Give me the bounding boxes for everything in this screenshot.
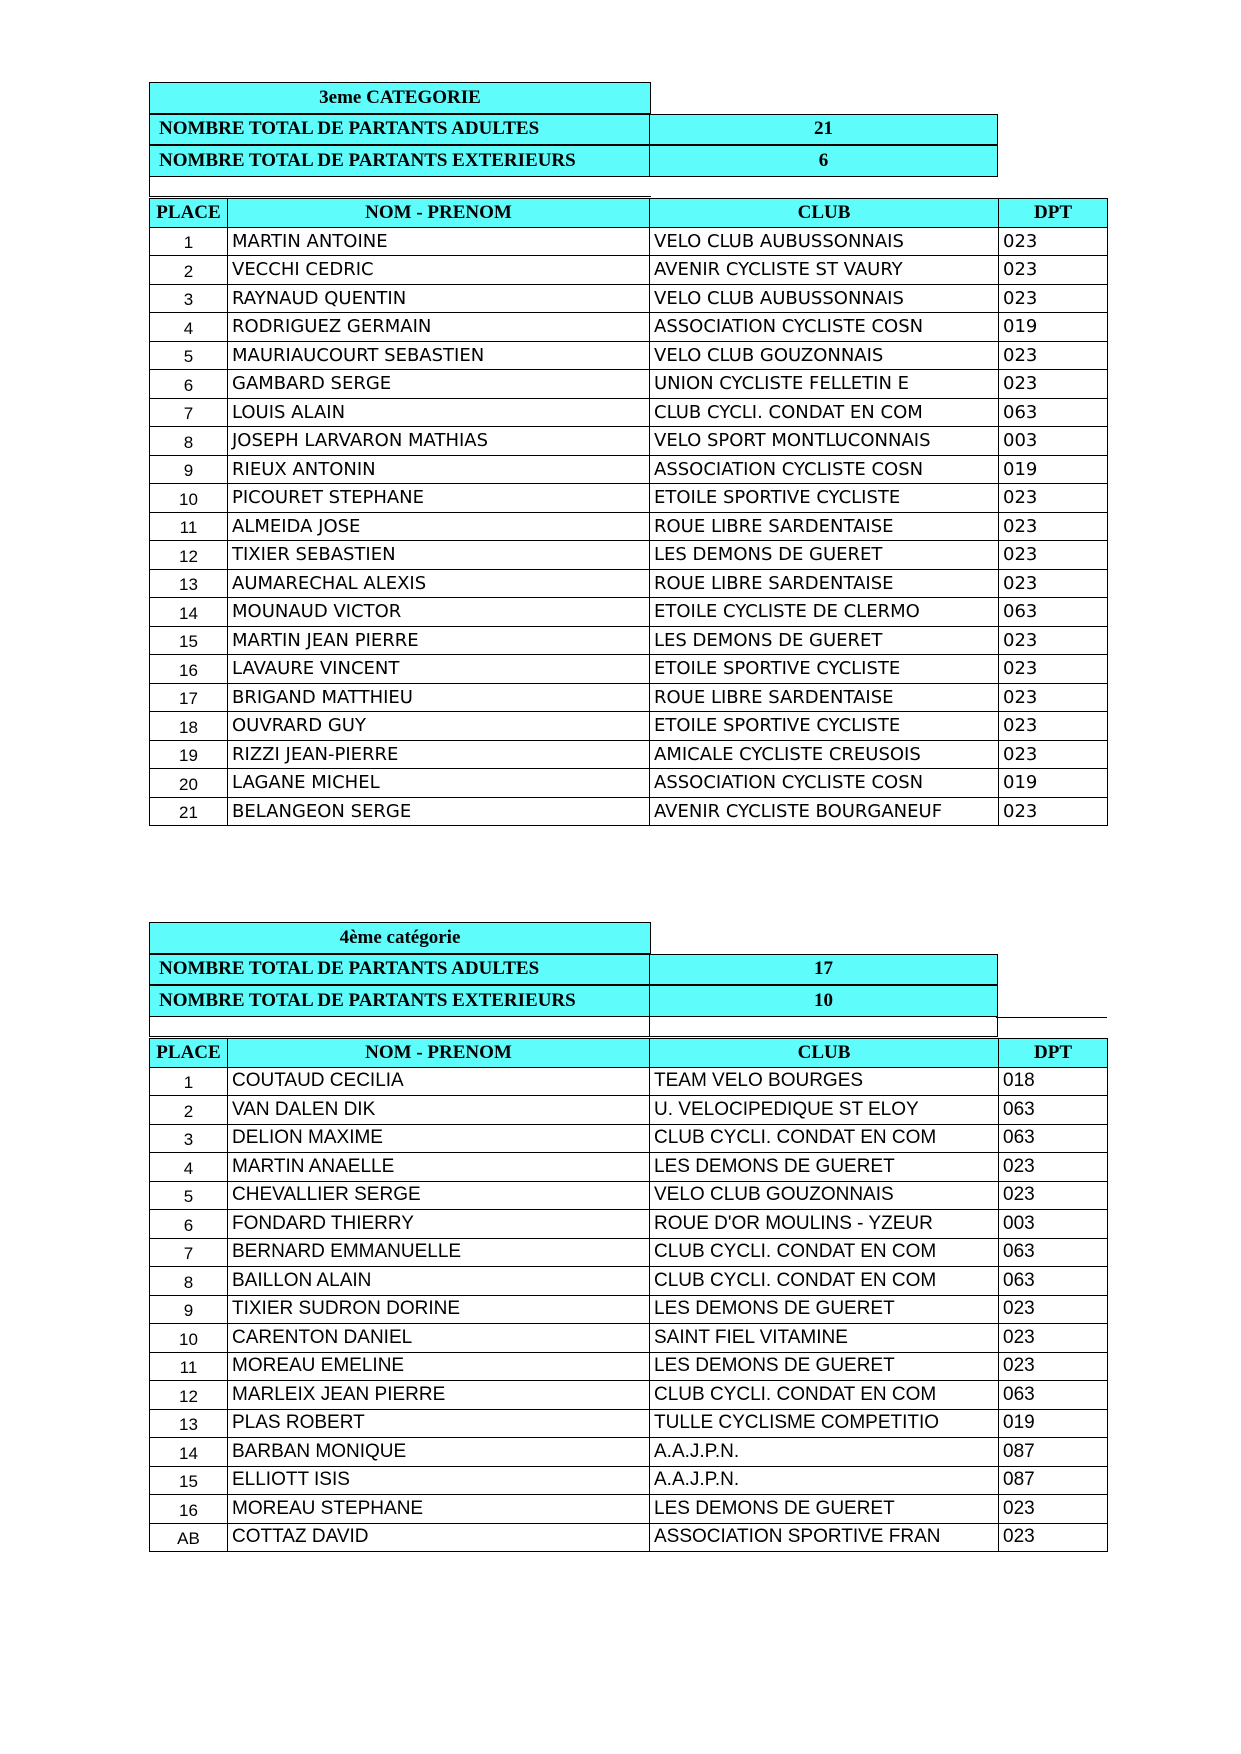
table-row bbox=[150, 1381, 1108, 1410]
row-name: BARBAN MONIQUE bbox=[228, 1438, 650, 1467]
table-row bbox=[150, 569, 1108, 598]
exterieurs-row bbox=[149, 145, 1107, 177]
row-place: 6 bbox=[150, 370, 228, 399]
row-dpt: 023 bbox=[999, 1181, 1108, 1210]
exterieurs-row bbox=[149, 985, 1107, 1017]
row-place: 7 bbox=[150, 398, 228, 427]
row-place: 1 bbox=[150, 227, 228, 256]
row-club: ROUE D'OR MOULINS - YZEUR bbox=[650, 1210, 999, 1239]
category-title-row bbox=[149, 82, 1107, 114]
row-name: BELANGEON SERGE bbox=[228, 797, 650, 826]
exterieurs-label: NOMBRE TOTAL DE PARTANTS EXTERIEURS bbox=[149, 985, 651, 1017]
row-dpt: 023 bbox=[999, 1295, 1108, 1324]
row-dpt: 023 bbox=[999, 683, 1108, 712]
row-name: BRIGAND MATTHIEU bbox=[228, 683, 650, 712]
adults-count: 17 bbox=[649, 954, 998, 986]
table-row bbox=[150, 512, 1108, 541]
row-name: TIXIER SEBASTIEN bbox=[228, 541, 650, 570]
row-name: GAMBARD SERGE bbox=[228, 370, 650, 399]
table-header-row bbox=[150, 199, 1108, 228]
table-row bbox=[150, 1495, 1108, 1524]
row-club: UNION CYCLISTE FELLETIN E bbox=[650, 370, 999, 399]
table-row bbox=[150, 256, 1108, 285]
row-place: 12 bbox=[150, 1381, 228, 1410]
row-club: VELO CLUB GOUZONNAIS bbox=[650, 1181, 999, 1210]
adults-label: NOMBRE TOTAL DE PARTANTS ADULTES bbox=[149, 114, 651, 146]
row-dpt: 023 bbox=[999, 1495, 1108, 1524]
row-place: 14 bbox=[150, 1438, 228, 1467]
table-row bbox=[150, 1267, 1108, 1296]
row-dpt: 019 bbox=[999, 313, 1108, 342]
table-row bbox=[150, 1295, 1108, 1324]
row-place: 5 bbox=[150, 1181, 228, 1210]
row-name: TIXIER SUDRON DORINE bbox=[228, 1295, 650, 1324]
row-dpt: 023 bbox=[999, 1523, 1108, 1552]
row-club: ETOILE SPORTIVE CYCLISTE bbox=[650, 655, 999, 684]
row-name: LAGANE MICHEL bbox=[228, 769, 650, 798]
row-place: 8 bbox=[150, 1267, 228, 1296]
row-dpt: 023 bbox=[999, 740, 1108, 769]
row-place: 20 bbox=[150, 769, 228, 798]
row-club: ETOILE SPORTIVE CYCLISTE bbox=[650, 712, 999, 741]
row-club: LES DEMONS DE GUERET bbox=[650, 1495, 999, 1524]
row-name: PICOURET STEPHANE bbox=[228, 484, 650, 513]
row-name: BAILLON ALAIN bbox=[228, 1267, 650, 1296]
row-dpt: 023 bbox=[999, 1352, 1108, 1381]
col-header-place: PLACE bbox=[150, 1039, 228, 1068]
row-name: LOUIS ALAIN bbox=[228, 398, 650, 427]
table-row bbox=[150, 370, 1108, 399]
row-dpt: 087 bbox=[999, 1466, 1108, 1495]
table-row bbox=[150, 1096, 1108, 1125]
table-row bbox=[150, 541, 1108, 570]
row-dpt: 023 bbox=[999, 1153, 1108, 1182]
row-dpt: 063 bbox=[999, 1096, 1108, 1125]
row-place: 10 bbox=[150, 484, 228, 513]
table-row bbox=[150, 740, 1108, 769]
row-club: VELO CLUB AUBUSSONNAIS bbox=[650, 227, 999, 256]
table-row bbox=[150, 1523, 1108, 1552]
row-name: RODRIGUEZ GERMAIN bbox=[228, 313, 650, 342]
row-place: 13 bbox=[150, 1409, 228, 1438]
row-dpt: 023 bbox=[999, 341, 1108, 370]
table-row bbox=[150, 655, 1108, 684]
spacer-row bbox=[149, 1017, 1107, 1037]
row-club: CLUB CYCLI. CONDAT EN COM bbox=[650, 1267, 999, 1296]
row-place: 15 bbox=[150, 626, 228, 655]
row-name: DELION MAXIME bbox=[228, 1124, 650, 1153]
row-name: MOREAU EMELINE bbox=[228, 1352, 650, 1381]
row-club: LES DEMONS DE GUERET bbox=[650, 626, 999, 655]
row-dpt: 019 bbox=[999, 455, 1108, 484]
col-header-dpt: DPT bbox=[999, 1039, 1108, 1068]
row-dpt: 003 bbox=[999, 427, 1108, 456]
row-place: 16 bbox=[150, 655, 228, 684]
col-header-place: PLACE bbox=[150, 199, 228, 228]
results-body-4eme bbox=[150, 1067, 1108, 1552]
row-club: ROUE LIBRE SARDENTAISE bbox=[650, 683, 999, 712]
row-name: MARTIN ANTOINE bbox=[228, 227, 650, 256]
summary-block-3eme bbox=[149, 82, 1107, 197]
results-table-3eme bbox=[149, 198, 1108, 826]
spacer-row bbox=[149, 177, 1107, 197]
row-name: OUVRARD GUY bbox=[228, 712, 650, 741]
row-club: ASSOCIATION SPORTIVE FRAN bbox=[650, 1523, 999, 1552]
row-dpt: 023 bbox=[999, 655, 1108, 684]
row-club: ASSOCIATION CYCLISTE COSN bbox=[650, 769, 999, 798]
col-header-dpt: DPT bbox=[999, 199, 1108, 228]
row-place: 17 bbox=[150, 683, 228, 712]
row-place: 10 bbox=[150, 1324, 228, 1353]
table-row bbox=[150, 1210, 1108, 1239]
row-place: 11 bbox=[150, 512, 228, 541]
row-name: VECCHI CEDRIC bbox=[228, 256, 650, 285]
row-name: MARLEIX JEAN PIERRE bbox=[228, 1381, 650, 1410]
adults-row bbox=[149, 114, 1107, 146]
row-place: 16 bbox=[150, 1495, 228, 1524]
row-club: ETOILE CYCLISTE DE CLERMO bbox=[650, 598, 999, 627]
table-header-row bbox=[150, 1039, 1108, 1068]
category-title-row bbox=[149, 922, 1107, 954]
row-place: 15 bbox=[150, 1466, 228, 1495]
row-dpt: 087 bbox=[999, 1438, 1108, 1467]
table-row bbox=[150, 1438, 1108, 1467]
row-dpt: 063 bbox=[999, 398, 1108, 427]
spacer-cell bbox=[149, 1017, 651, 1037]
table-row bbox=[150, 427, 1108, 456]
adults-label: NOMBRE TOTAL DE PARTANTS ADULTES bbox=[149, 954, 651, 986]
row-place: 2 bbox=[150, 1096, 228, 1125]
row-name: PLAS ROBERT bbox=[228, 1409, 650, 1438]
row-place: 11 bbox=[150, 1352, 228, 1381]
row-club: A.A.J.P.N. bbox=[650, 1438, 999, 1467]
row-club: ROUE LIBRE SARDENTAISE bbox=[650, 512, 999, 541]
adults-count: 21 bbox=[649, 114, 998, 146]
row-dpt: 023 bbox=[999, 1324, 1108, 1353]
row-club: AMICALE CYCLISTE CREUSOIS bbox=[650, 740, 999, 769]
table-row bbox=[150, 284, 1108, 313]
results-table-4eme bbox=[149, 1038, 1108, 1552]
table-row bbox=[150, 1352, 1108, 1381]
col-header-name: NOM - PRENOM bbox=[228, 199, 650, 228]
table-row bbox=[150, 1153, 1108, 1182]
table-row bbox=[150, 598, 1108, 627]
spacer-cell bbox=[996, 1017, 1107, 1037]
row-club: CLUB CYCLI. CONDAT EN COM bbox=[650, 1124, 999, 1153]
row-club: LES DEMONS DE GUERET bbox=[650, 1153, 999, 1182]
row-place: 9 bbox=[150, 1295, 228, 1324]
row-dpt: 063 bbox=[999, 1267, 1108, 1296]
exterieurs-count: 10 bbox=[649, 985, 998, 1017]
category-title: 3eme CATEGORIE bbox=[149, 82, 651, 114]
row-dpt: 023 bbox=[999, 484, 1108, 513]
table-row bbox=[150, 712, 1108, 741]
row-place: 4 bbox=[150, 313, 228, 342]
spacer-cell bbox=[649, 1017, 998, 1037]
row-dpt: 063 bbox=[999, 1381, 1108, 1410]
col-header-name: NOM - PRENOM bbox=[228, 1039, 650, 1068]
table-row bbox=[150, 626, 1108, 655]
row-dpt: 063 bbox=[999, 1124, 1108, 1153]
row-club: VELO CLUB GOUZONNAIS bbox=[650, 341, 999, 370]
table-row bbox=[150, 1181, 1108, 1210]
row-place: 2 bbox=[150, 256, 228, 285]
row-dpt: 023 bbox=[999, 797, 1108, 826]
row-name: COUTAUD CECILIA bbox=[228, 1067, 650, 1096]
row-club: ROUE LIBRE SARDENTAISE bbox=[650, 569, 999, 598]
table-row bbox=[150, 313, 1108, 342]
row-name: RIEUX ANTONIN bbox=[228, 455, 650, 484]
row-name: RIZZI JEAN-PIERRE bbox=[228, 740, 650, 769]
row-club: AVENIR CYCLISTE BOURGANEUF bbox=[650, 797, 999, 826]
row-club: VELO SPORT MONTLUCONNAIS bbox=[650, 427, 999, 456]
row-name: CHEVALLIER SERGE bbox=[228, 1181, 650, 1210]
exterieurs-count: 6 bbox=[649, 145, 998, 177]
row-club: SAINT FIEL VITAMINE bbox=[650, 1324, 999, 1353]
row-dpt: 023 bbox=[999, 512, 1108, 541]
row-name: COTTAZ DAVID bbox=[228, 1523, 650, 1552]
row-club: LES DEMONS DE GUERET bbox=[650, 1352, 999, 1381]
row-name: JOSEPH LARVARON MATHIAS bbox=[228, 427, 650, 456]
table-row bbox=[150, 341, 1108, 370]
row-place: 1 bbox=[150, 1067, 228, 1096]
row-club: TULLE CYCLISME COMPETITIO bbox=[650, 1409, 999, 1438]
row-dpt: 023 bbox=[999, 227, 1108, 256]
adults-row bbox=[149, 954, 1107, 986]
row-place: 3 bbox=[150, 284, 228, 313]
row-place: 18 bbox=[150, 712, 228, 741]
row-place: 6 bbox=[150, 1210, 228, 1239]
row-name: FONDARD THIERRY bbox=[228, 1210, 650, 1239]
row-name: MOUNAUD VICTOR bbox=[228, 598, 650, 627]
row-club: TEAM VELO BOURGES bbox=[650, 1067, 999, 1096]
row-club: CLUB CYCLI. CONDAT EN COM bbox=[650, 398, 999, 427]
row-place: 9 bbox=[150, 455, 228, 484]
row-name: AUMARECHAL ALEXIS bbox=[228, 569, 650, 598]
row-club: CLUB CYCLI. CONDAT EN COM bbox=[650, 1238, 999, 1267]
row-place: 4 bbox=[150, 1153, 228, 1182]
row-name: MOREAU STEPHANE bbox=[228, 1495, 650, 1524]
row-dpt: 023 bbox=[999, 256, 1108, 285]
row-place: 13 bbox=[150, 569, 228, 598]
row-dpt: 063 bbox=[999, 598, 1108, 627]
row-place: 7 bbox=[150, 1238, 228, 1267]
row-club: LES DEMONS DE GUERET bbox=[650, 1295, 999, 1324]
row-name: LAVAURE VINCENT bbox=[228, 655, 650, 684]
row-place: 19 bbox=[150, 740, 228, 769]
table-row bbox=[150, 797, 1108, 826]
table-row bbox=[150, 1067, 1108, 1096]
row-club: U. VELOCIPEDIQUE ST ELOY bbox=[650, 1096, 999, 1125]
row-place: 12 bbox=[150, 541, 228, 570]
col-header-club: CLUB bbox=[650, 199, 999, 228]
row-name: RAYNAUD QUENTIN bbox=[228, 284, 650, 313]
exterieurs-label: NOMBRE TOTAL DE PARTANTS EXTERIEURS bbox=[149, 145, 651, 177]
row-club: ASSOCIATION CYCLISTE COSN bbox=[650, 455, 999, 484]
row-place: 3 bbox=[150, 1124, 228, 1153]
row-name: MAURIAUCOURT SEBASTIEN bbox=[228, 341, 650, 370]
table-row bbox=[150, 683, 1108, 712]
row-club: VELO CLUB AUBUSSONNAIS bbox=[650, 284, 999, 313]
row-dpt: 019 bbox=[999, 1409, 1108, 1438]
row-dpt: 023 bbox=[999, 370, 1108, 399]
row-name: MARTIN ANAELLE bbox=[228, 1153, 650, 1182]
row-name: BERNARD EMMANUELLE bbox=[228, 1238, 650, 1267]
table-row bbox=[150, 227, 1108, 256]
table-row bbox=[150, 398, 1108, 427]
spacer-cell bbox=[149, 177, 651, 197]
col-header-club: CLUB bbox=[650, 1039, 999, 1068]
row-club: AVENIR CYCLISTE ST VAURY bbox=[650, 256, 999, 285]
row-club: ETOILE SPORTIVE CYCLISTE bbox=[650, 484, 999, 513]
table-row bbox=[150, 1324, 1108, 1353]
row-dpt: 063 bbox=[999, 1238, 1108, 1267]
row-name: ELLIOTT ISIS bbox=[228, 1466, 650, 1495]
table-row bbox=[150, 769, 1108, 798]
row-dpt: 018 bbox=[999, 1067, 1108, 1096]
row-dpt: 023 bbox=[999, 626, 1108, 655]
table-row bbox=[150, 1409, 1108, 1438]
row-place: 8 bbox=[150, 427, 228, 456]
table-row bbox=[150, 1466, 1108, 1495]
summary-block-4eme bbox=[149, 922, 1107, 1037]
row-dpt: 003 bbox=[999, 1210, 1108, 1239]
row-place: AB bbox=[150, 1523, 228, 1552]
row-club: LES DEMONS DE GUERET bbox=[650, 541, 999, 570]
row-dpt: 023 bbox=[999, 569, 1108, 598]
row-place: 21 bbox=[150, 797, 228, 826]
table-row bbox=[150, 1238, 1108, 1267]
row-club: CLUB CYCLI. CONDAT EN COM bbox=[650, 1381, 999, 1410]
table-row bbox=[150, 455, 1108, 484]
row-name: MARTIN JEAN PIERRE bbox=[228, 626, 650, 655]
row-place: 14 bbox=[150, 598, 228, 627]
row-place: 5 bbox=[150, 341, 228, 370]
row-club: ASSOCIATION CYCLISTE COSN bbox=[650, 313, 999, 342]
table-row bbox=[150, 484, 1108, 513]
row-name: CARENTON DANIEL bbox=[228, 1324, 650, 1353]
row-dpt: 023 bbox=[999, 712, 1108, 741]
table-row bbox=[150, 1124, 1108, 1153]
row-club: A.A.J.P.N. bbox=[650, 1466, 999, 1495]
row-name: ALMEIDA JOSE bbox=[228, 512, 650, 541]
results-body-3eme bbox=[150, 227, 1108, 826]
row-name: VAN DALEN DIK bbox=[228, 1096, 650, 1125]
row-dpt: 023 bbox=[999, 284, 1108, 313]
row-dpt: 019 bbox=[999, 769, 1108, 798]
row-dpt: 023 bbox=[999, 541, 1108, 570]
category-title: 4ème catégorie bbox=[149, 922, 651, 954]
